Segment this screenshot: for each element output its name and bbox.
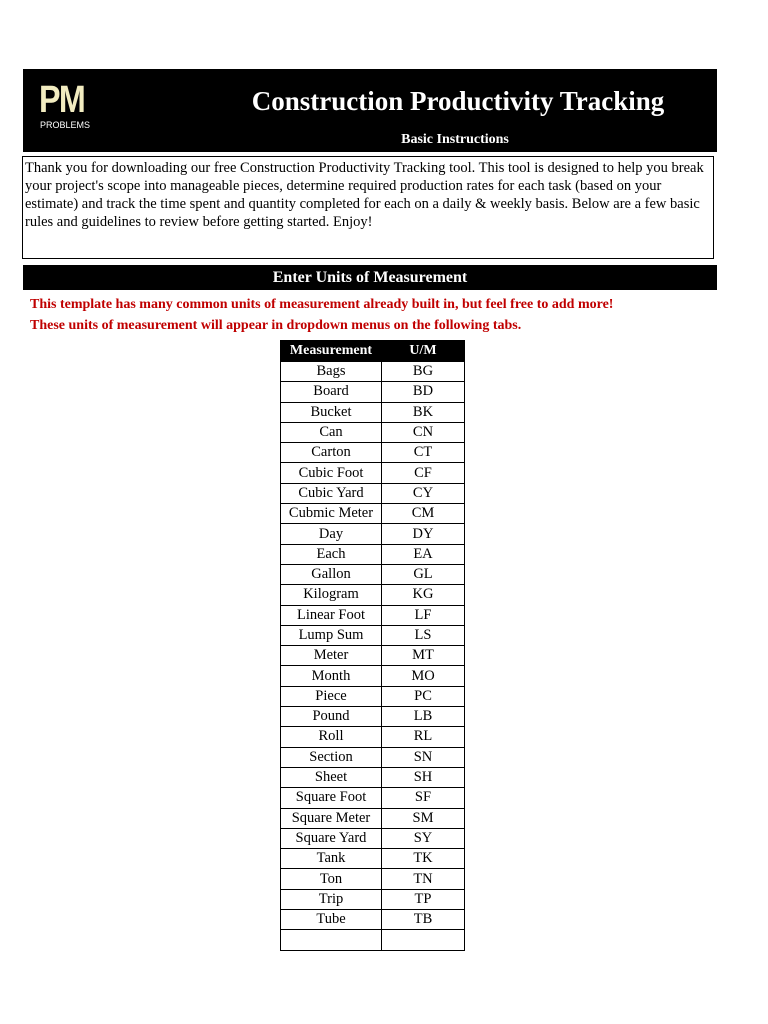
measurement-cell[interactable]: Cubic Foot bbox=[281, 463, 382, 483]
units-table-body bbox=[281, 362, 465, 951]
measurement-cell[interactable]: Gallon bbox=[281, 564, 382, 584]
table-row bbox=[281, 747, 465, 767]
um-cell[interactable]: SM bbox=[382, 808, 465, 828]
measurement-cell[interactable]: Bags bbox=[281, 362, 382, 382]
measurement-cell[interactable]: Day bbox=[281, 524, 382, 544]
table-row bbox=[281, 889, 465, 909]
table-row bbox=[281, 930, 465, 950]
note-dropdown-units: These units of measurement will appear in dropdown menus on the following tabs. bbox=[30, 318, 522, 333]
um-cell[interactable]: BD bbox=[382, 382, 465, 402]
table-row bbox=[281, 382, 465, 402]
table-row bbox=[281, 564, 465, 584]
page-subtitle: Basic Instructions bbox=[401, 132, 509, 147]
um-cell[interactable]: BK bbox=[382, 402, 465, 422]
um-cell[interactable]: BG bbox=[382, 362, 465, 382]
measurement-cell[interactable]: Sheet bbox=[281, 767, 382, 787]
table-row bbox=[281, 646, 465, 666]
table-row bbox=[281, 483, 465, 503]
measurement-cell[interactable]: Piece bbox=[281, 686, 382, 706]
um-cell[interactable]: EA bbox=[382, 544, 465, 564]
units-table-header-row bbox=[281, 341, 465, 362]
um-cell[interactable]: LF bbox=[382, 605, 465, 625]
um-cell[interactable]: RL bbox=[382, 727, 465, 747]
measurement-cell[interactable]: Meter bbox=[281, 646, 382, 666]
um-cell[interactable]: GL bbox=[382, 564, 465, 584]
um-cell[interactable]: KG bbox=[382, 585, 465, 605]
measurement-cell[interactable]: Month bbox=[281, 666, 382, 686]
um-cell[interactable]: CY bbox=[382, 483, 465, 503]
table-row bbox=[281, 727, 465, 747]
table-row bbox=[281, 910, 465, 930]
um-cell[interactable]: TK bbox=[382, 849, 465, 869]
table-row bbox=[281, 849, 465, 869]
um-cell[interactable]: CN bbox=[382, 422, 465, 442]
table-row bbox=[281, 443, 465, 463]
table-row bbox=[281, 605, 465, 625]
um-cell[interactable]: MO bbox=[382, 666, 465, 686]
um-cell[interactable]: LS bbox=[382, 625, 465, 645]
table-row bbox=[281, 362, 465, 382]
measurement-cell[interactable]: Linear Foot bbox=[281, 605, 382, 625]
page-header bbox=[23, 69, 717, 152]
measurement-cell[interactable]: Can bbox=[281, 422, 382, 442]
table-row bbox=[281, 625, 465, 645]
units-table bbox=[280, 340, 465, 951]
um-cell[interactable]: SY bbox=[382, 828, 465, 848]
table-row bbox=[281, 828, 465, 848]
intro-text-box: Thank you for downloading our free Construction Productivity Tracking tool. This tool is designed to help you break your project's scope into manageable pieces, determine required production rates for each task (based on your estimate) and track the time spent and quantity completed for each on a daily & weekly basis. Below are a few basic rules and guidelines to review before getting started. Enjoy! bbox=[22, 156, 714, 259]
um-cell[interactable]: TP bbox=[382, 889, 465, 909]
um-cell[interactable]: LB bbox=[382, 707, 465, 727]
measurement-cell[interactable]: Carton bbox=[281, 443, 382, 463]
um-cell[interactable]: DY bbox=[382, 524, 465, 544]
table-row bbox=[281, 463, 465, 483]
table-row bbox=[281, 585, 465, 605]
measurement-cell[interactable]: Lump Sum bbox=[281, 625, 382, 645]
logo-subtext: PROBLEMS bbox=[40, 120, 91, 130]
table-row bbox=[281, 666, 465, 686]
section-title-units: Enter Units of Measurement bbox=[23, 265, 717, 290]
table-row bbox=[281, 422, 465, 442]
measurement-cell[interactable]: Kilogram bbox=[281, 585, 382, 605]
measurement-cell[interactable]: Roll bbox=[281, 727, 382, 747]
table-row bbox=[281, 524, 465, 544]
table-row bbox=[281, 869, 465, 889]
header-measurement: Measurement bbox=[281, 341, 382, 362]
table-row bbox=[281, 788, 465, 808]
measurement-cell[interactable]: Square Meter bbox=[281, 808, 382, 828]
um-cell[interactable]: CT bbox=[382, 443, 465, 463]
page-title: Construction Productivity Tracking bbox=[251, 86, 665, 116]
measurement-cell[interactable]: Ton bbox=[281, 869, 382, 889]
note-built-in-units: This template has many common units of measurement already built in, but feel free to add more! bbox=[30, 297, 614, 312]
measurement-cell[interactable]: Square Foot bbox=[281, 788, 382, 808]
table-row bbox=[281, 402, 465, 422]
um-cell[interactable]: SH bbox=[382, 767, 465, 787]
measurement-cell[interactable]: Trip bbox=[281, 889, 382, 909]
um-cell[interactable] bbox=[382, 930, 465, 950]
measurement-cell[interactable]: Pound bbox=[281, 707, 382, 727]
measurement-cell[interactable]: Each bbox=[281, 544, 382, 564]
measurement-cell[interactable]: Bucket bbox=[281, 402, 382, 422]
logo: PM bbox=[39, 79, 85, 121]
measurement-cell[interactable]: Section bbox=[281, 747, 382, 767]
measurement-cell[interactable] bbox=[281, 930, 382, 950]
um-cell[interactable]: SN bbox=[382, 747, 465, 767]
measurement-cell[interactable]: Board bbox=[281, 382, 382, 402]
table-row bbox=[281, 504, 465, 524]
measurement-cell[interactable]: Cubic Yard bbox=[281, 483, 382, 503]
um-cell[interactable]: TB bbox=[382, 910, 465, 930]
um-cell[interactable]: CM bbox=[382, 504, 465, 524]
table-row bbox=[281, 767, 465, 787]
table-row bbox=[281, 544, 465, 564]
header-um: U/M bbox=[382, 341, 465, 362]
measurement-cell[interactable]: Cubmic Meter bbox=[281, 504, 382, 524]
table-row bbox=[281, 808, 465, 828]
um-cell[interactable]: MT bbox=[382, 646, 465, 666]
measurement-cell[interactable]: Tube bbox=[281, 910, 382, 930]
table-row bbox=[281, 707, 465, 727]
measurement-cell[interactable]: Tank bbox=[281, 849, 382, 869]
um-cell[interactable]: PC bbox=[382, 686, 465, 706]
table-row bbox=[281, 686, 465, 706]
um-cell[interactable]: CF bbox=[382, 463, 465, 483]
um-cell[interactable]: SF bbox=[382, 788, 465, 808]
um-cell[interactable]: TN bbox=[382, 869, 465, 889]
measurement-cell[interactable]: Square Yard bbox=[281, 828, 382, 848]
